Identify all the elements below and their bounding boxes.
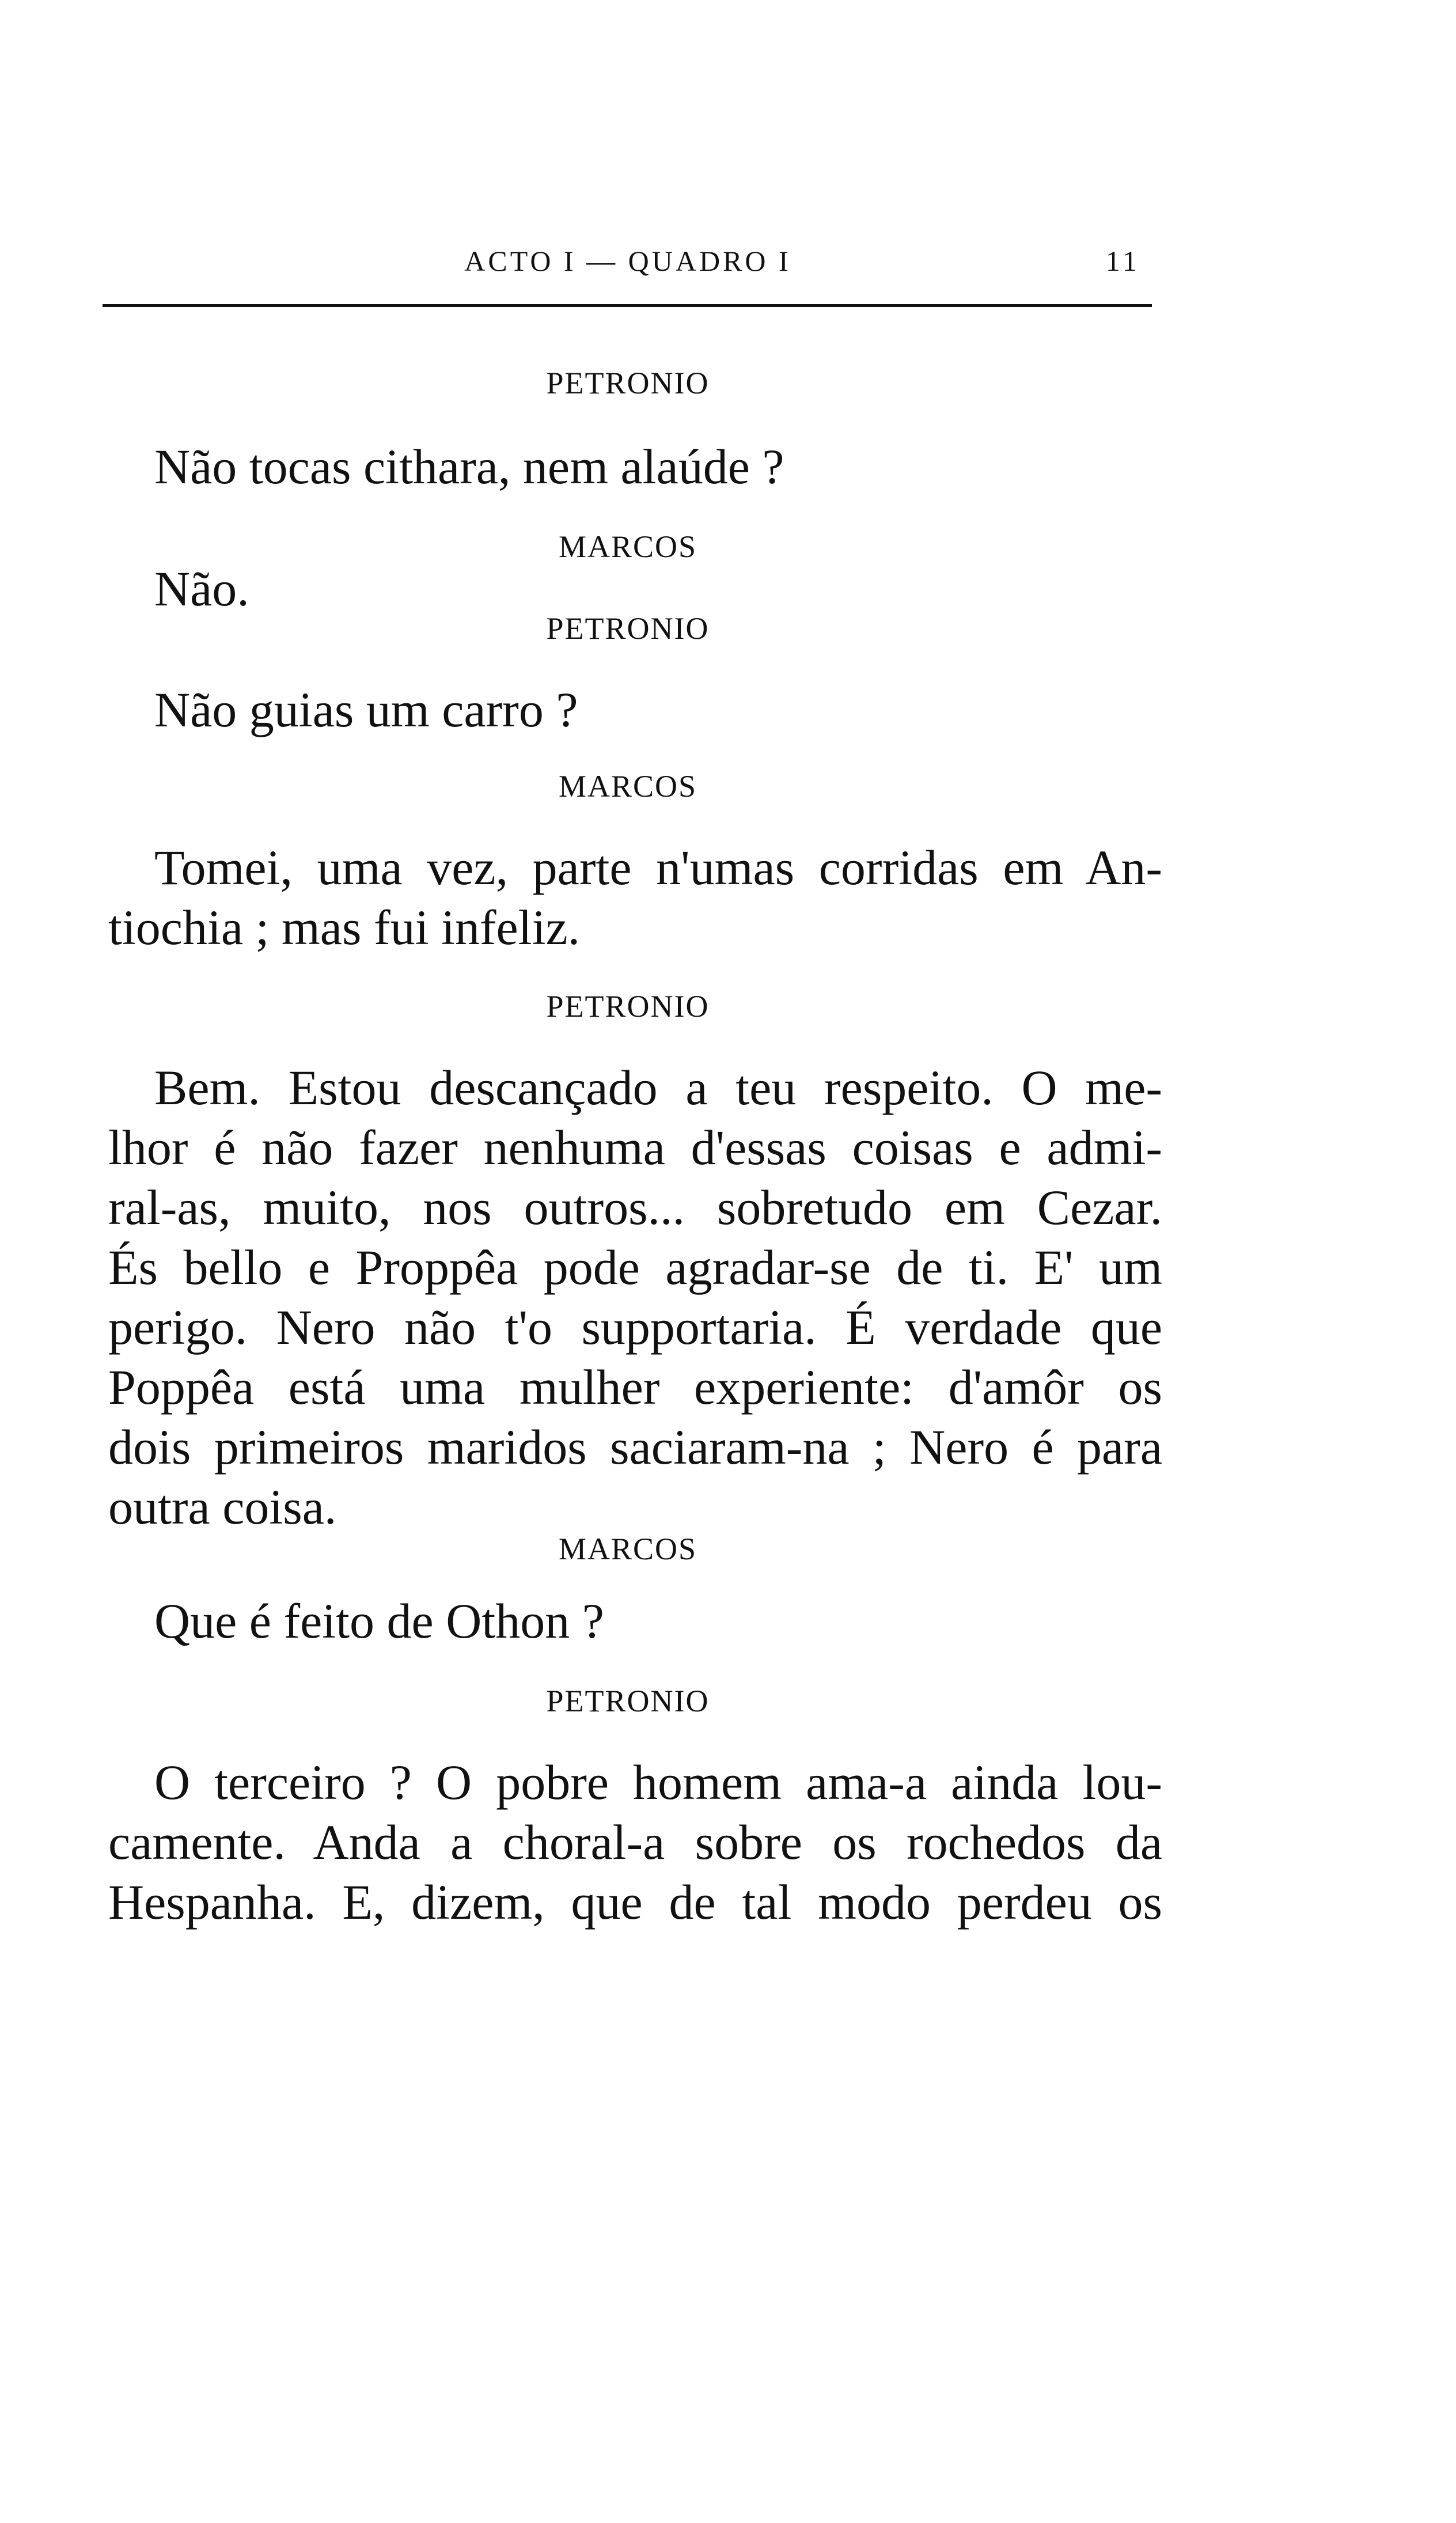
speech-text [108, 838, 1162, 957]
speaker-label: PETRONIO [546, 366, 710, 400]
speech-line: Não tocas cithara, nem alaúde ? [154, 439, 784, 494]
speech-line: Hespanha. E, dizem, que de tal modo perdeu os [108, 1874, 1162, 1930]
speaker-label: MARCOS [558, 1532, 697, 1566]
speech-text [108, 1752, 1162, 1932]
speech-text [108, 1591, 1162, 1651]
speech-text [108, 1058, 1162, 1537]
speech-line: outra coisa. [108, 1479, 337, 1535]
speech-line: camente. Anda a choral-a sobre os rochedos da [108, 1814, 1162, 1870]
speech-line: Que é feito de Othon ? [154, 1593, 604, 1649]
speech-line: Não. [154, 561, 249, 616]
speech-line: ral-as, muito, nos outros... sobretudo em Cezar. [108, 1180, 1162, 1235]
speaker-label: MARCOS [558, 529, 697, 564]
speech-line: Tomei, uma vez, parte n'umas corridas em An- [154, 840, 1162, 895]
speaker-label: PETRONIO [546, 611, 710, 646]
speech-line: Não guias um carro ? [154, 682, 578, 737]
page-number: 11 [1105, 245, 1140, 277]
speech-line: tiochia ; mas fui infeliz. [108, 900, 581, 955]
speech-line: lhor é não fazer nenhuma d'essas coisas e admi- [108, 1120, 1162, 1175]
speech-line: Bem. Estou descançado a teu respeito. O me- [154, 1060, 1162, 1115]
speech-text [108, 680, 1162, 740]
speech-line: dois primeiros maridos saciaram-na ; Nero é para [108, 1419, 1162, 1475]
header-rule [103, 304, 1152, 307]
speaker-label: PETRONIO [546, 1684, 710, 1718]
speech-line: perigo. Nero não t'o supportaria. É verdade que [108, 1300, 1162, 1355]
speech-line: Poppêa está uma mulher experiente: d'amôr os [108, 1359, 1162, 1415]
running-head [104, 241, 1152, 281]
speech-line: És bello e Proppêa pode agradar-se de ti. E' um [108, 1240, 1162, 1295]
speech-text [108, 437, 1162, 497]
speaker-label: MARCOS [558, 769, 697, 804]
speaker-label: PETRONIO [546, 989, 710, 1024]
speech-line: O terceiro ? O pobre homem ama-a ainda lou- [154, 1755, 1162, 1810]
running-title: ACTO I — QUADRO I [464, 245, 791, 277]
